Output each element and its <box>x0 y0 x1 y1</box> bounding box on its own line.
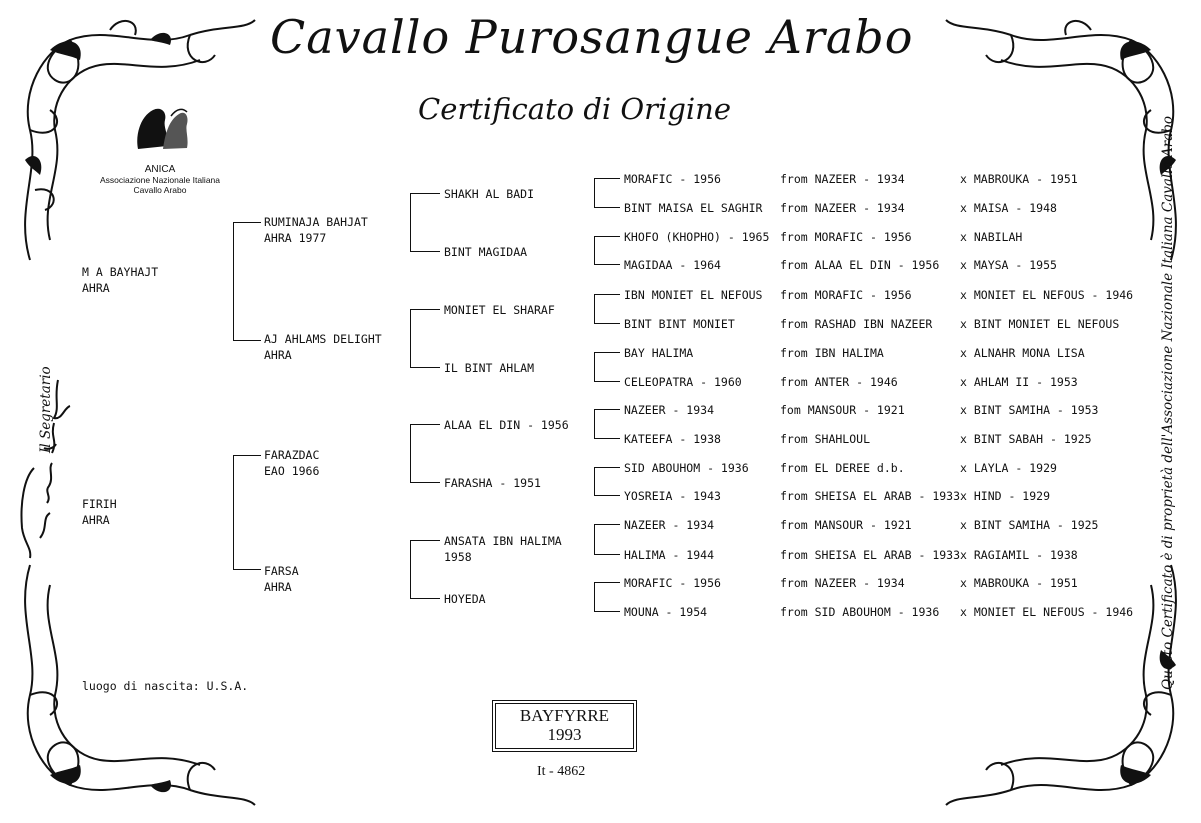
gen4-name: NAZEER - 1934 <box>624 403 715 417</box>
bracket-line <box>594 409 595 438</box>
bracket-line <box>594 524 595 554</box>
gen4-sire: from EL DEREE d.b. <box>780 461 905 475</box>
gen2-reg: AHRA <box>264 580 292 594</box>
gen3-entry: SHAKH AL BADI <box>444 187 535 201</box>
bracket-line <box>594 294 620 295</box>
gen4-sire: from NAZEER - 1934 <box>780 576 905 590</box>
bracket-line <box>410 367 440 368</box>
horse-year: 1993 <box>547 725 582 744</box>
bracket-line <box>233 455 261 456</box>
sire-entry <box>82 264 158 296</box>
gen4-name: KATEEFA - 1938 <box>624 432 721 446</box>
gen4-sire: from SHEISA EL ARAB - 1933 <box>780 548 961 562</box>
gen4-name: CELEOPATRA - 1960 <box>624 375 742 389</box>
gen4-name: NAZEER - 1934 <box>624 518 715 532</box>
gen2-entry <box>264 331 382 363</box>
gen2-name: FARAZDAC <box>264 448 320 462</box>
logo-line1: Associazione Nazionale Italiana <box>99 175 221 185</box>
gen3-entry: MONIET EL SHARAF <box>444 303 555 317</box>
bracket-line <box>594 381 620 382</box>
dam-entry <box>82 496 117 528</box>
bracket-line <box>410 598 440 599</box>
gen4-dam: x ALNAHR MONA LISA <box>960 346 1085 360</box>
gen2-name: RUMINAJA BAHJAT <box>264 215 368 229</box>
sire-reg: AHRA <box>82 281 110 295</box>
gen4-sire: from MORAFIC - 1956 <box>780 288 912 302</box>
gen4-name: SID ABOUHOM - 1936 <box>624 461 749 475</box>
gen4-dam: x MAYSA - 1955 <box>960 258 1057 272</box>
bracket-line <box>594 582 595 611</box>
bracket-line <box>594 611 620 612</box>
gen4-name: KHOFO (KHOPHO) - 1965 <box>624 230 770 244</box>
bracket-line <box>410 482 440 483</box>
gen4-name: MOUNA - 1954 <box>624 605 708 619</box>
gen4-dam: x MABROUKA - 1951 <box>960 576 1078 590</box>
gen4-sire: from MORAFIC - 1956 <box>780 230 912 244</box>
gen4-name: BAY HALIMA <box>624 346 694 360</box>
bracket-line <box>410 424 440 425</box>
certificate-subtitle: Certificato di Origine <box>418 92 731 126</box>
bracket-line <box>410 540 411 598</box>
bracket-line <box>233 340 261 341</box>
gen4-sire: from ALAA EL DIN - 1956 <box>780 258 940 272</box>
gen4-name: YOSREIA - 1943 <box>624 489 721 503</box>
bracket-line <box>594 524 620 525</box>
gen4-dam: x BINT SAMIHA - 1953 <box>960 403 1099 417</box>
gen4-sire: from NAZEER - 1934 <box>780 172 905 186</box>
bracket-line <box>594 409 620 410</box>
gen4-name: BINT MAISA EL SAGHIR <box>624 201 763 215</box>
gen4-sire: fom MANSOUR - 1921 <box>780 403 905 417</box>
certificate-title: Cavallo Purosangue Arabo <box>270 10 914 64</box>
bracket-line <box>594 178 595 207</box>
bracket-line <box>233 222 234 340</box>
registration-number: It - 4862 <box>537 764 586 779</box>
gen4-name: MAGIDAA - 1964 <box>624 258 721 272</box>
dam-name: FIRIH <box>82 497 117 511</box>
horse-name-box <box>495 703 634 749</box>
gen4-name: IBN MONIET EL NEFOUS <box>624 288 763 302</box>
birthplace: luogo di nascita: U.S.A. <box>82 679 249 693</box>
gen4-sire: from SID ABOUHOM - 1936 <box>780 605 940 619</box>
gen2-entry <box>264 563 299 595</box>
bracket-line <box>594 582 620 583</box>
gen4-dam: x MONIET EL NEFOUS - 1946 <box>960 605 1134 619</box>
bracket-line <box>594 352 620 353</box>
bracket-line <box>594 207 620 208</box>
bracket-line <box>594 438 620 439</box>
bracket-line <box>410 309 411 367</box>
gen4-name: MORAFIC - 1956 <box>624 172 721 186</box>
bracket-line <box>594 264 620 265</box>
gen4-sire: from NAZEER - 1934 <box>780 201 905 215</box>
bracket-line <box>410 193 411 251</box>
bracket-line <box>594 467 620 468</box>
gen3-name: ANSATA IBN HALIMA <box>444 534 562 548</box>
bracket-line <box>410 309 440 310</box>
bracket-line <box>594 178 620 179</box>
gen4-dam: x LAYLA - 1929 <box>960 461 1057 475</box>
gen4-dam: x HIND - 1929 <box>960 489 1051 503</box>
bracket-line <box>410 251 440 252</box>
gen4-sire: from SHEISA EL ARAB - 1933 <box>780 489 961 503</box>
bracket-line <box>233 455 234 569</box>
gen3-entry: HOYEDA <box>444 592 486 606</box>
gen4-sire: from SHAHLOUL <box>780 432 871 446</box>
bracket-line <box>594 554 620 555</box>
dam-reg: AHRA <box>82 513 110 527</box>
bracket-line <box>233 222 261 223</box>
gen4-dam: x BINT SAMIHA - 1925 <box>960 518 1099 532</box>
sire-name: M A BAYHAJT <box>82 265 159 279</box>
gen2-reg: EAO 1966 <box>264 464 320 478</box>
secretary-label: Il Segretario <box>38 366 54 453</box>
gen3-entry: IL BINT AHLAM <box>444 361 535 375</box>
gen4-sire: from RASHAD IBN NAZEER <box>780 317 933 331</box>
gen4-sire: from ANTER - 1946 <box>780 375 898 389</box>
gen2-reg: AHRA 1977 <box>264 231 327 245</box>
gen4-name: MORAFIC - 1956 <box>624 576 721 590</box>
logo-line2: Cavallo Arabo <box>133 185 187 195</box>
gen4-sire: from IBN HALIMA <box>780 346 884 360</box>
bracket-line <box>594 236 595 264</box>
logo-caption <box>95 164 225 195</box>
gen4-dam: x AHLAM II - 1953 <box>960 375 1078 389</box>
bracket-line <box>594 352 595 381</box>
gen4-dam: x BINT SABAH - 1925 <box>960 432 1092 446</box>
bracket-line <box>410 424 411 482</box>
bracket-line <box>594 294 595 323</box>
horse-name: BAYFYRRE <box>519 706 610 725</box>
gen3-entry: FARASHA - 1951 <box>444 476 541 490</box>
handwritten-signature-icon <box>14 378 72 563</box>
gen4-dam: x NABILAH <box>960 230 1023 244</box>
gen4-name: HALIMA - 1944 <box>624 548 715 562</box>
bracket-line <box>410 540 440 541</box>
gen4-dam: x MAISA - 1948 <box>960 201 1057 215</box>
bracket-line <box>594 495 620 496</box>
horse-heads-logo-icon <box>133 104 193 154</box>
gen3-reg: 1958 <box>444 550 472 564</box>
gen3-entry <box>444 533 562 565</box>
gen2-name: AJ AHLAMS DELIGHT <box>264 332 382 346</box>
gen4-name: BINT BINT MONIET <box>624 317 735 331</box>
bracket-line <box>233 569 261 570</box>
bracket-line <box>410 193 440 194</box>
gen2-entry <box>264 214 368 246</box>
gen4-dam: x RAGIAMIL - 1938 <box>960 548 1078 562</box>
logo-name: ANICA <box>144 164 176 175</box>
gen2-entry <box>264 447 319 479</box>
gen2-reg: AHRA <box>264 348 292 362</box>
gen4-dam: x BINT MONIET EL NEFOUS <box>960 317 1120 331</box>
gen3-entry: ALAA EL DIN - 1956 <box>444 418 569 432</box>
ownership-note: Questo Certificato è di proprietà dell'Associazione Nazionale Italiana Cavallo Arabo <box>1160 115 1176 690</box>
gen3-entry: BINT MAGIDAA <box>444 245 528 259</box>
gen4-dam: x MONIET EL NEFOUS - 1946 <box>960 288 1134 302</box>
gen4-sire: from MANSOUR - 1921 <box>780 518 912 532</box>
bracket-line <box>594 467 595 495</box>
gen4-dam: x MABROUKA - 1951 <box>960 172 1078 186</box>
ornament-bottom-right-icon <box>931 560 1191 815</box>
bracket-line <box>594 236 620 237</box>
bracket-line <box>594 323 620 324</box>
gen2-name: FARSA <box>264 564 299 578</box>
